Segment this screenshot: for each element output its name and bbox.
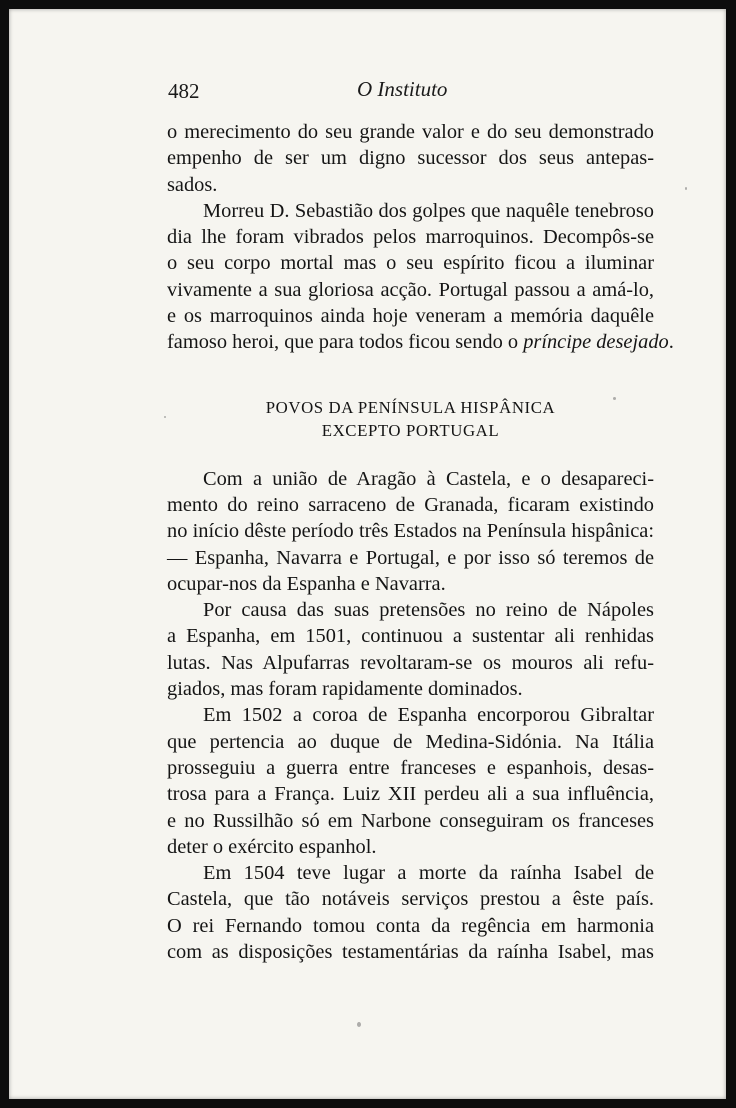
text-fragment: famoso heroi, que para todos ficou sendo o	[167, 331, 524, 354]
text-line: deter o exército espanhol.	[167, 835, 377, 858]
paper-speck	[164, 416, 166, 418]
journal-title: O Instituto	[357, 77, 448, 101]
text-line: Castela, que tão notáveis serviços prestou a êste país.	[167, 888, 654, 911]
paragraph-napoles	[167, 597, 654, 702]
running-head	[9, 75, 726, 105]
text-line: e os marroquinos ainda hoje veneram a memória daquêle	[167, 305, 654, 328]
text-line: a Espanha, em 1501, continuou a sustentar ali renhidas	[167, 625, 654, 648]
text-line: lutas. Nas Alpufarras revoltaram-se os mouros ali refu-	[167, 651, 654, 674]
page-number: 482	[168, 79, 200, 103]
text-line	[167, 329, 674, 355]
paragraph-continuation	[167, 119, 654, 198]
text-line: Morreu D. Sebastião dos golpes que naquêle tenebroso	[203, 199, 654, 222]
paragraph-sebastiao	[167, 198, 674, 356]
text-line: com as disposições testamentárias da raínha Isabel, mas	[167, 941, 654, 964]
paper-speck	[685, 187, 687, 190]
text-line: e no Russilhão só em Narbone conseguiram os franceses	[167, 809, 654, 832]
paragraph-gibraltar	[167, 702, 654, 860]
text-line: o seu corpo mortal mas o seu espírito ficou a iluminar	[167, 252, 654, 275]
text-line: o merecimento do seu grande valor e do seu demonstrado	[167, 121, 654, 143]
book-page	[9, 9, 726, 1099]
text-line: Em 1502 a coroa de Espanha encorporou Gibraltar	[203, 704, 654, 727]
text-line: giados, mas foram rapidamente dominados.	[167, 678, 523, 701]
text-line: vivamente a sua gloriosa acção. Portugal passou a amá-lo,	[167, 278, 654, 301]
section-heading-line: EXCEPTO PORTUGAL	[321, 420, 500, 440]
text-line: que pertencia ao duque de Medina-Sidónia. Na Itália	[167, 730, 654, 753]
text-line: Por causa das suas pretensões no reino de Nápoles	[203, 599, 654, 622]
text-line: O rei Fernando tomou conta da regência em harmonia	[167, 914, 654, 937]
text-line: trosa para a França. Luiz XII perdeu ali a sua influência,	[167, 783, 654, 806]
text-line: empenho de ser um digno sucessor dos seus antepas-	[167, 147, 654, 170]
section-heading-line: POVOS DA PENÍNSULA HISPÂNICA	[265, 397, 556, 417]
text-line: Em 1504 teve lugar a morte da raínha Isabel de	[203, 862, 654, 885]
paper-speck	[357, 1022, 361, 1027]
text-line: — Espanha, Navarra e Portugal, e por isso só teremos de	[167, 546, 654, 569]
text-line: Com a união de Aragão à Castela, e o desapareci-	[203, 467, 654, 490]
section-heading	[167, 396, 654, 442]
text-line: dia lhe foram vibrados pelos marroquinos. Decompôs-se	[167, 226, 654, 249]
paper-speck	[613, 397, 616, 400]
text-line: sados.	[167, 173, 218, 196]
text-line: mento do reino sarraceno de Granada, ficaram existindo	[167, 493, 654, 516]
paragraph-aragao	[167, 466, 654, 597]
text-line: no início dêste período três Estados na Península hispânica:	[167, 520, 654, 543]
text-line: prosseguiu a guerra entre franceses e espanhois, desas-	[167, 756, 654, 779]
paragraph-isabel	[167, 860, 654, 965]
text-fragment: .	[668, 331, 674, 354]
emphasis-text: príncipe desejado	[523, 331, 669, 354]
body-text	[167, 119, 674, 965]
text-line: ocupar-nos da Espanha e Navarra.	[167, 572, 446, 595]
